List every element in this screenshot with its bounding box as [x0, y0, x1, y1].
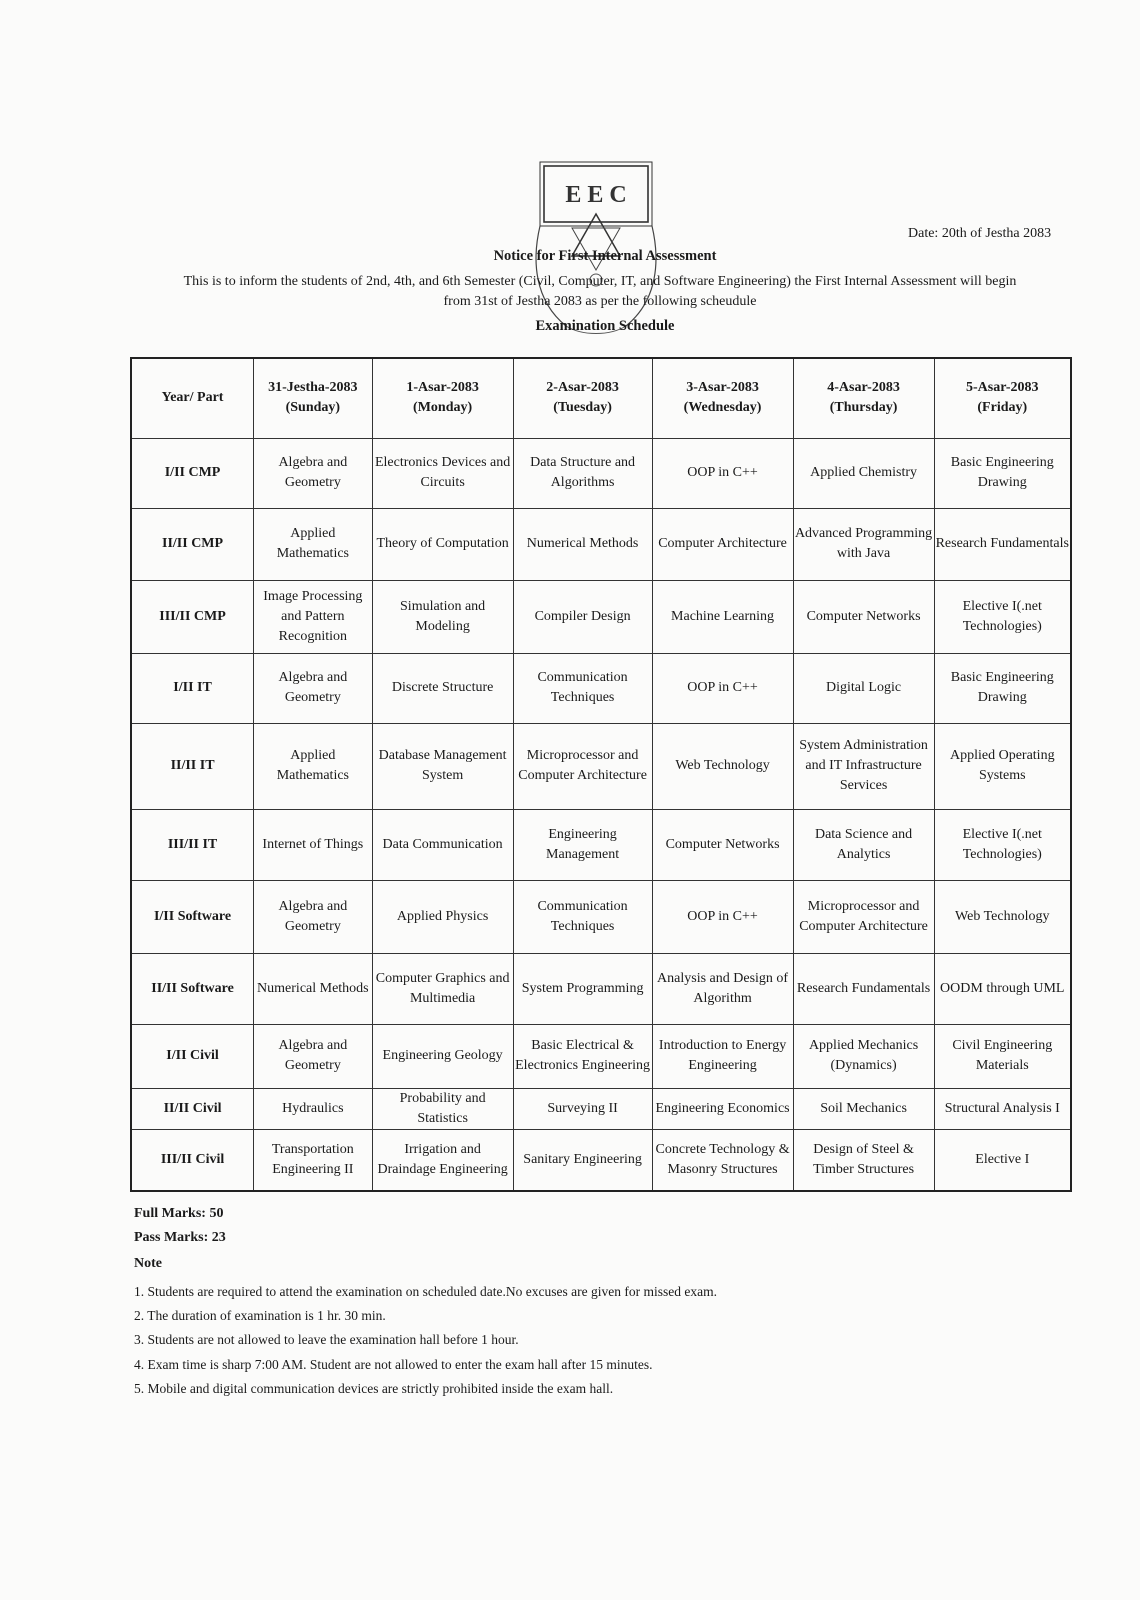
year-part-header: Year/ Part	[131, 358, 254, 438]
date-column-header	[254, 358, 373, 438]
year-part-label: II/II Software	[131, 953, 254, 1024]
subject-cell: Machine Learning	[652, 580, 793, 653]
subject-cell: Elective I	[934, 1129, 1071, 1191]
table-row	[131, 723, 1071, 809]
subject-cell: Engineering Management	[513, 809, 652, 880]
subject-cell: Engineering Geology	[372, 1024, 513, 1088]
column-day: (Sunday)	[285, 400, 341, 416]
table-header-row	[131, 358, 1071, 438]
note-item: 4. Exam time is sharp 7:00 AM. Student are not allowed to enter the exam hall after 15 minutes.	[134, 1356, 653, 1372]
note-item: 3. Students are not allowed to leave the examination hall before 1 hour.	[134, 1332, 519, 1348]
subject-cell: Hydraulics	[254, 1088, 373, 1129]
column-date: 2-Asar-2083	[546, 380, 619, 396]
subject-cell: Civil Engineering Materials	[934, 1024, 1071, 1088]
notes-list	[134, 1280, 717, 1401]
table-row	[131, 438, 1071, 508]
subject-cell: Data Science and Analytics	[793, 809, 934, 880]
year-part-label: II/II CMP	[131, 508, 254, 580]
subject-cell: Computer Architecture	[652, 508, 793, 580]
date-column-header	[513, 358, 652, 438]
note-item: 1. Students are required to attend the examination on scheduled date.No excuses are given for missed exam.	[134, 1284, 717, 1299]
subject-cell: Digital Logic	[793, 653, 934, 723]
subject-cell: Applied Chemistry	[793, 438, 934, 508]
subject-cell: Web Technology	[652, 723, 793, 809]
subject-cell: Applied Mathematics	[254, 723, 373, 809]
subject-cell: Transportation Engineering II	[254, 1129, 373, 1191]
table-row	[131, 508, 1071, 580]
notice-title: Notice for First Internal Assessment	[493, 248, 717, 264]
table-row	[131, 953, 1071, 1024]
table-row	[131, 880, 1071, 953]
note-item: 5. Mobile and digital communication devices are strictly prohibited inside the exam hall.	[134, 1380, 614, 1396]
subject-cell: Analysis and Design of Algorithm	[652, 953, 793, 1024]
subject-cell: Database Management System	[372, 723, 513, 809]
column-date: 4-Asar-2083	[827, 380, 900, 396]
subject-cell: Numerical Methods	[513, 508, 652, 580]
column-date: 3-Asar-2083	[686, 380, 759, 396]
column-day: (Thursday)	[829, 400, 898, 416]
subject-cell: Engineering Economics	[652, 1088, 793, 1129]
intro-line: from 31st of Jestha 2083 as per the following scheudule	[443, 294, 757, 309]
subject-cell: Electronics Devices and Circuits	[372, 438, 513, 508]
subject-cell: Concrete Technology & Masonry Structures	[652, 1129, 793, 1191]
table-row	[131, 653, 1071, 723]
intro-line: This is to inform the students of 2nd, 4th, and 6th Semester (Civil, Computer, IT, and Software Engineering) the First Internal Assessment will begin	[183, 274, 1017, 289]
subject-cell: Applied Mechanics (Dynamics)	[793, 1024, 934, 1088]
subject-cell: Research Fundamentals	[934, 508, 1071, 580]
exam-schedule-table	[130, 357, 1072, 1192]
subject-cell: Applied Physics	[372, 880, 513, 953]
subject-cell: Algebra and Geometry	[254, 1024, 373, 1088]
year-part-label: II/II IT	[131, 723, 254, 809]
subject-cell: Soil Mechanics	[793, 1088, 934, 1129]
column-day: (Monday)	[413, 400, 473, 416]
column-date: 1-Asar-2083	[406, 380, 479, 396]
subject-cell: Web Technology	[934, 880, 1071, 953]
subject-cell: Compiler Design	[513, 580, 652, 653]
year-part-label: III/II IT	[131, 809, 254, 880]
subject-cell: Algebra and Geometry	[254, 880, 373, 953]
subject-cell: Basic Electrical & Electronics Engineering	[513, 1024, 652, 1088]
subject-cell: Numerical Methods	[254, 953, 373, 1024]
column-date: 31-Jestha-2083	[268, 380, 358, 396]
subject-cell: OOP in C++	[652, 880, 793, 953]
year-part-label: I/II CMP	[131, 438, 254, 508]
subject-cell: Design of Steel & Timber Structures	[793, 1129, 934, 1191]
date-column-header	[372, 358, 513, 438]
table-row	[131, 809, 1071, 880]
subject-cell: Microprocessor and Computer Architecture	[793, 880, 934, 953]
year-part-label: I/II Civil	[131, 1024, 254, 1088]
subject-cell: Simulation and Modeling	[372, 580, 513, 653]
subject-cell: Elective I(.net Technologies)	[934, 809, 1071, 880]
pass-marks: Pass Marks: 23	[134, 1230, 226, 1245]
subject-cell: Microprocessor and Computer Architecture	[513, 723, 652, 809]
column-day: (Friday)	[977, 400, 1028, 416]
notice-date: Date: 20th of Jestha 2083	[908, 226, 1052, 241]
subject-cell: Applied Mathematics	[254, 508, 373, 580]
subject-cell: Sanitary Engineering	[513, 1129, 652, 1191]
date-column-header	[934, 358, 1071, 438]
date-column-header	[652, 358, 793, 438]
subject-cell: OOP in C++	[652, 438, 793, 508]
subject-cell: Computer Networks	[652, 809, 793, 880]
subject-cell: Basic Engineering Drawing	[934, 653, 1071, 723]
year-part-label: III/II Civil	[131, 1129, 254, 1191]
logo-text: E E C	[565, 182, 627, 208]
subject-cell: Theory of Computation	[372, 508, 513, 580]
intro-paragraph	[130, 272, 1070, 312]
subject-cell: Research Fundamentals	[793, 953, 934, 1024]
subject-cell: Applied Operating Systems	[934, 723, 1071, 809]
schedule-title: Examination Schedule	[535, 318, 675, 334]
subject-cell: Algebra and Geometry	[254, 653, 373, 723]
table-row	[131, 1088, 1071, 1129]
column-day: (Tuesday)	[553, 400, 612, 416]
table-row	[131, 580, 1071, 653]
subject-cell: Computer Graphics and Multimedia	[372, 953, 513, 1024]
subject-cell: Communication Techniques	[513, 880, 652, 953]
subject-cell: Computer Networks	[793, 580, 934, 653]
marks-info	[134, 1202, 226, 1250]
subject-cell: Communication Techniques	[513, 653, 652, 723]
subject-cell: System Administration and IT Infrastructure Services	[793, 723, 934, 809]
subject-cell: Image Processing and Pattern Recognition	[254, 580, 373, 653]
subject-cell: Discrete Structure	[372, 653, 513, 723]
full-marks: Full Marks: 50	[134, 1206, 224, 1221]
subject-cell: Advanced Programming with Java	[793, 508, 934, 580]
subject-cell: Irrigation and Draindage Engineering	[372, 1129, 513, 1191]
table-row	[131, 1024, 1071, 1088]
note-item: 2. The duration of examination is 1 hr. 30 min.	[134, 1308, 386, 1324]
subject-cell: Algebra and Geometry	[254, 438, 373, 508]
subject-cell: Data Communication	[372, 809, 513, 880]
subject-cell: Introduction to Energy Engineering	[652, 1024, 793, 1088]
subject-cell: Basic Engineering Drawing	[934, 438, 1071, 508]
date-column-header	[793, 358, 934, 438]
subject-cell: Probability and Statistics	[372, 1088, 513, 1129]
subject-cell: OOP in C++	[652, 653, 793, 723]
subject-cell: Data Structure and Algorithms	[513, 438, 652, 508]
note-heading: Note	[134, 1256, 162, 1271]
year-part-label: I/II Software	[131, 880, 254, 953]
subject-cell: Elective I(.net Technologies)	[934, 580, 1071, 653]
year-part-label: II/II Civil	[131, 1088, 254, 1129]
subject-cell: Surveying II	[513, 1088, 652, 1129]
subject-cell: OODM through UML	[934, 953, 1071, 1024]
year-part-label: I/II IT	[131, 653, 254, 723]
column-date: 5-Asar-2083	[965, 380, 1039, 396]
year-part-label: III/II CMP	[131, 580, 254, 653]
subject-cell: System Programming	[513, 953, 652, 1024]
table-row	[131, 1129, 1071, 1191]
subject-cell: Internet of Things	[254, 809, 373, 880]
subject-cell: Structural Analysis I	[934, 1088, 1071, 1129]
column-day: (Wednesday)	[683, 400, 762, 416]
